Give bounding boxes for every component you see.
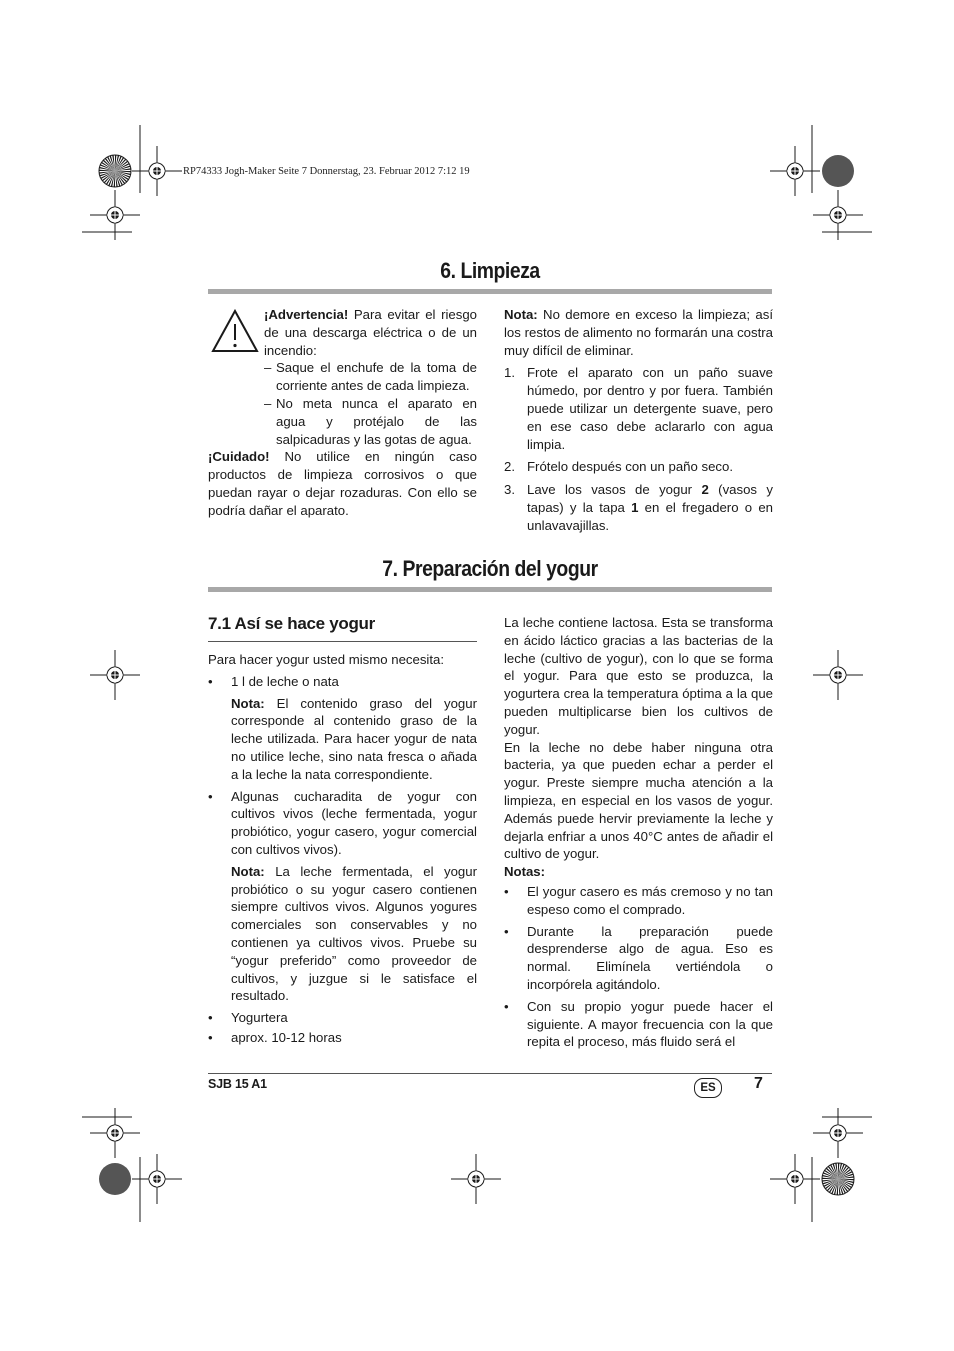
language-badge: ES xyxy=(694,1078,722,1098)
intro-text: Para hacer yogur usted mismo necesita: xyxy=(208,652,445,667)
cleaning-step: 3. Lave los vasos de yogur 2 (vasos y tapas) y la tapa 1 en el fregadero o en unlavavajillas. xyxy=(504,482,773,533)
subsection-rule xyxy=(208,641,477,642)
cleaning-note: Nota: No demore en exceso la limpieza; así los restos de alimento no formarán una costra muy difícil de eliminar. xyxy=(504,307,773,358)
starburst-mark-top-left xyxy=(99,155,131,187)
note-1: Nota: El contenido graso del yogur corresponde al contenido graso de la leche utilizada. Para hacer yogur de nata no utilice leche, sino nata fresca o añada a la leche la nata correspondiente. xyxy=(231,695,477,782)
notes-label: Notas: xyxy=(504,864,546,880)
notes-item: • El yogur casero es más cremoso y no tan espeso como el comprado. xyxy=(504,883,773,917)
grey-circle-top-right xyxy=(822,155,854,187)
notes-item: • Con su propio yogur puede hacer el siguiente. A mayor frecuencia con la que repita el proceso, más fluido será el xyxy=(504,998,773,1050)
page-number: 7 xyxy=(754,1075,763,1092)
bacteria-paragraph: En la leche no debe haber ninguna otra bacteria, ya que pueden echar a perder el yogur. Preste siempre mucha atención a la limpieza, en especial en los vasos de yogur. Además puede hervir previamente la leche y dejarla enfriar a unos 40°C antes de añadir el cultivo de yogur. xyxy=(504,739,773,862)
warning-paragraph xyxy=(208,306,477,359)
section-6-left-column xyxy=(208,306,477,520)
crosshair-mark xyxy=(90,1108,140,1158)
crosshair-mark xyxy=(813,650,863,700)
list-item: • 1 l de leche o nata xyxy=(208,673,339,689)
cleaning-step: 1. Frote el aparato con un paño suave húmedo, por dentro y por fuera. También puede utilizar un detergente suave, pero en ese caso debe aclararlo con agua limpia. xyxy=(504,365,773,452)
section-6-rule xyxy=(208,289,772,294)
starburst-mark-bottom-right xyxy=(822,1163,854,1195)
model-number: SJB 15 A1 xyxy=(208,1077,267,1091)
warning-text: Para evitar el riesgo de una descarga eléctrica o de un incendio: xyxy=(264,307,477,358)
note-2: Nota: La leche fermentada, el yogur probiótico o su yogur casero contienen siempre cultivos vivos. Algunos yogures comerciales son conservables y no contienen ya cultivos vivos. Pruebe su “yogur preferido” como proveedor de cultivos, y juzgue si le satisface el resultado. xyxy=(231,863,477,1004)
lactose-paragraph: La leche contiene lactosa. Esta se transforma en ácido láctico gracias a las bacterias de la leche (cultivo de yogur), con lo que se forma el yogur. Para que esto se produzca, la yogurtera crea la temperatura óptima a la que pueden multiplicarse bien los cultivos de yogur. xyxy=(504,615,773,737)
section-6-title: 6. Limpieza xyxy=(440,258,540,283)
warning-item: – Saque el enchufe de la toma de corriente antes de cada limpieza. xyxy=(264,360,477,394)
section-7-right-column xyxy=(504,614,773,1051)
section-7-title: 7. Preparación del yogur xyxy=(382,556,598,581)
cleaning-step: 2. Frótelo después con un paño seco. xyxy=(504,459,734,475)
grey-circle-bottom-left xyxy=(99,1163,131,1195)
warning-item: – No meta nunca el aparato en agua y protéjalo de las salpicaduras y las gotas de agua. xyxy=(264,395,477,447)
list-item: • Algunas cucharadita de yogur con cultivos vivos (leche fermentada, yogur probiótico, yogur casero, yogur comercial con cultivos vivos). xyxy=(208,788,477,857)
list-item: • aprox. 10-12 horas xyxy=(208,1029,342,1045)
footer-rule xyxy=(208,1073,772,1074)
caution-label: ¡Cuidado! xyxy=(208,449,270,465)
warning-label: ¡Advertencia! xyxy=(264,307,349,322)
subsection-title: 7.1 Así se hace yogur xyxy=(208,614,375,633)
print-header: RP74333 Jogh-Maker Seite 7 Donnerstag, 23. Februar 2012 7:12 19 xyxy=(183,166,470,177)
section-7-rule xyxy=(208,587,772,592)
crosshair-mark xyxy=(813,1108,863,1158)
list-item: • Yogurtera xyxy=(208,1010,288,1026)
caution-paragraph: ¡Cuidado! No utilice en ningún caso productos de limpieza corrosivos o que puedan rayar o dejar rozaduras. Con ello se podría dañar el aparato. xyxy=(208,449,477,518)
notes-item: • Durante la preparación puede desprenderse algo de agua. Eso es normal. Elimínela vertiéndola o incorpórela agitándolo. xyxy=(504,923,773,992)
crosshair-mark xyxy=(451,1154,501,1204)
section-7-left-column xyxy=(208,651,477,1047)
crosshair-mark xyxy=(90,650,140,700)
section-6-right-column xyxy=(504,306,773,535)
